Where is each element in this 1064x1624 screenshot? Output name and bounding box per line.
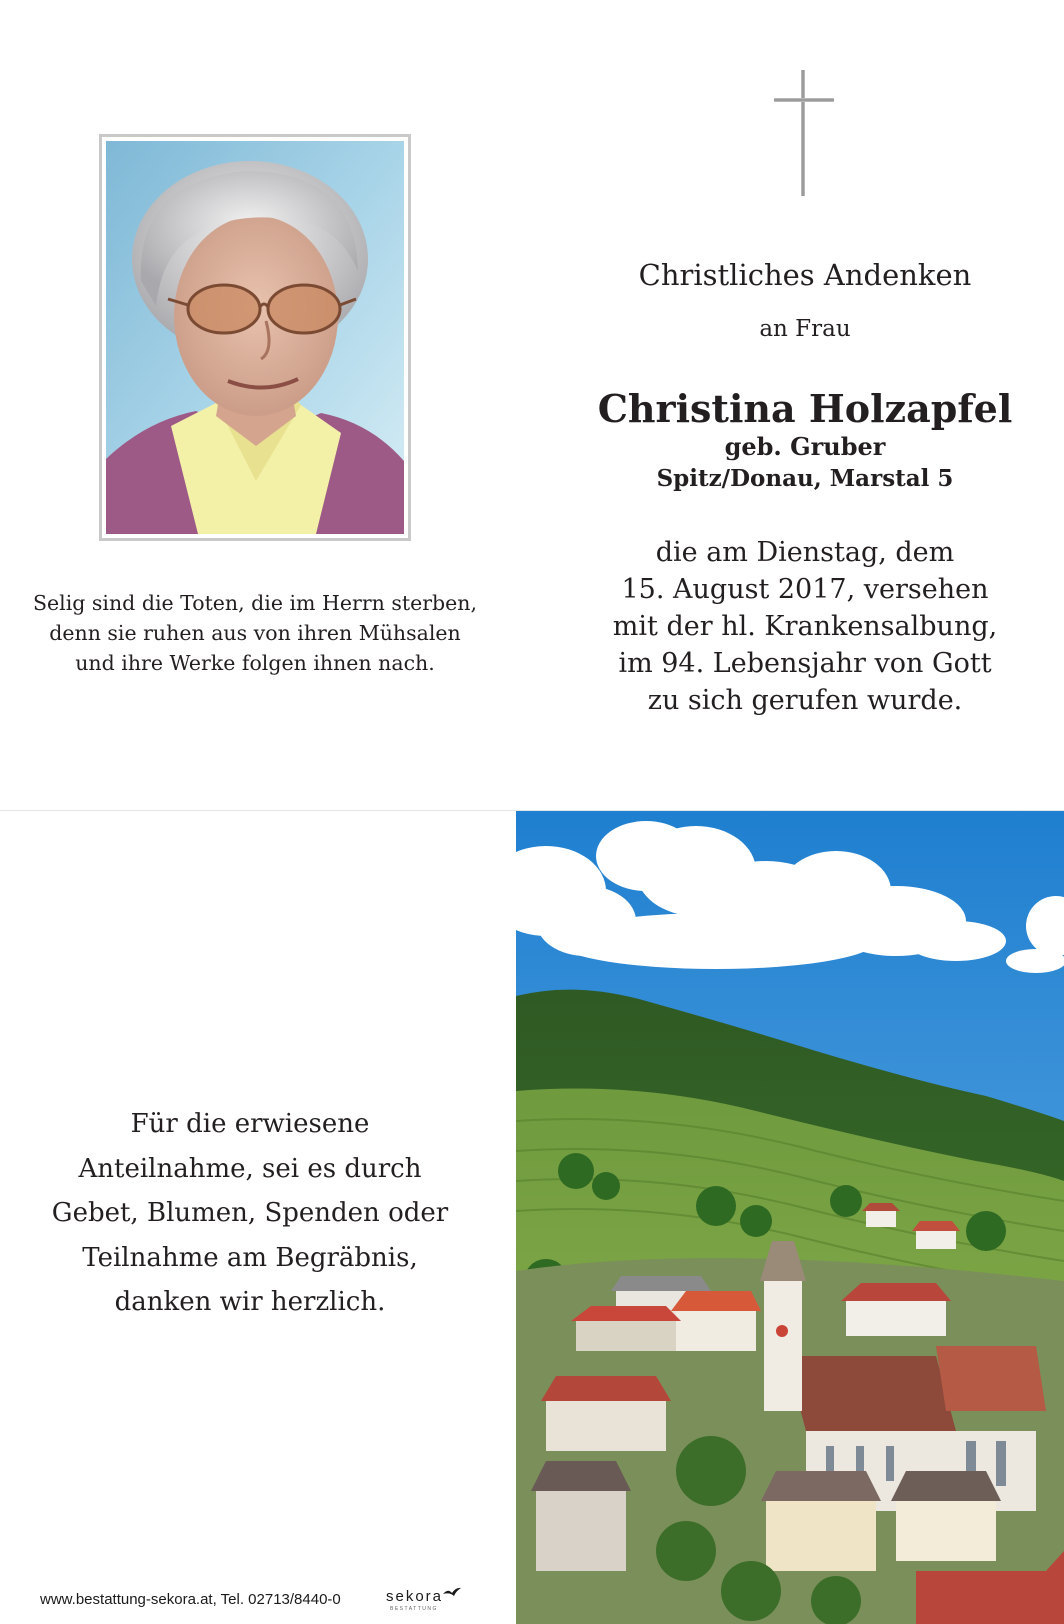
funeral-home-contact: www.bestattung-sekora.at, Tel. 02713/8440-0	[40, 1591, 341, 1608]
address: Spitz/Donau, Marstal 5	[656, 465, 954, 492]
maiden-name: geb. Gruber	[724, 432, 886, 461]
thanks-line: Für die erwiesene	[130, 1109, 370, 1139]
thanks-line: Gebet, Blumen, Spenden oder	[51, 1198, 449, 1228]
thanks-text	[30, 1102, 470, 1325]
thanks-line: Anteilnahme, sei es durch	[78, 1153, 422, 1184]
verse-line: denn sie ruhen aus von ihren Mühsalen	[49, 621, 461, 645]
death-notice	[590, 534, 1020, 719]
death-notice-line: im 94. Lebensjahr von Gott	[618, 648, 992, 679]
sekora-logo	[386, 1586, 466, 1616]
portrait-photo	[99, 134, 411, 541]
bible-verse	[10, 588, 500, 678]
bird-icon	[442, 1586, 462, 1600]
logo-subtitle: BESTATTUNG	[390, 1606, 438, 1612]
death-notice-line: zu sich gerufen wurde.	[647, 685, 963, 716]
death-notice-line: die am Dienstag, dem	[655, 537, 955, 568]
logo-wordmark: sekora	[386, 1588, 444, 1605]
village-church-vineyard-photo	[516, 811, 1064, 1624]
memorial-heading: Christliches Andenken	[638, 258, 972, 292]
verse-line: Selig sind die Toten, die im Herrn sterben,	[32, 591, 478, 615]
salutation: an Frau	[759, 316, 851, 342]
verse-line: und ihre Werke folgen ihnen nach.	[75, 651, 435, 675]
death-notice-line: mit der hl. Krankensalbung,	[612, 611, 998, 642]
death-notice-line: 15. August 2017, versehen	[621, 574, 989, 605]
deceased-name: Christina Holzapfel	[597, 386, 1013, 431]
thanks-line: danken wir herzlich.	[114, 1287, 386, 1317]
cross-icon	[774, 70, 834, 196]
thanks-line: Teilnahme am Begräbnis,	[82, 1242, 418, 1273]
portrait-image	[106, 141, 404, 534]
